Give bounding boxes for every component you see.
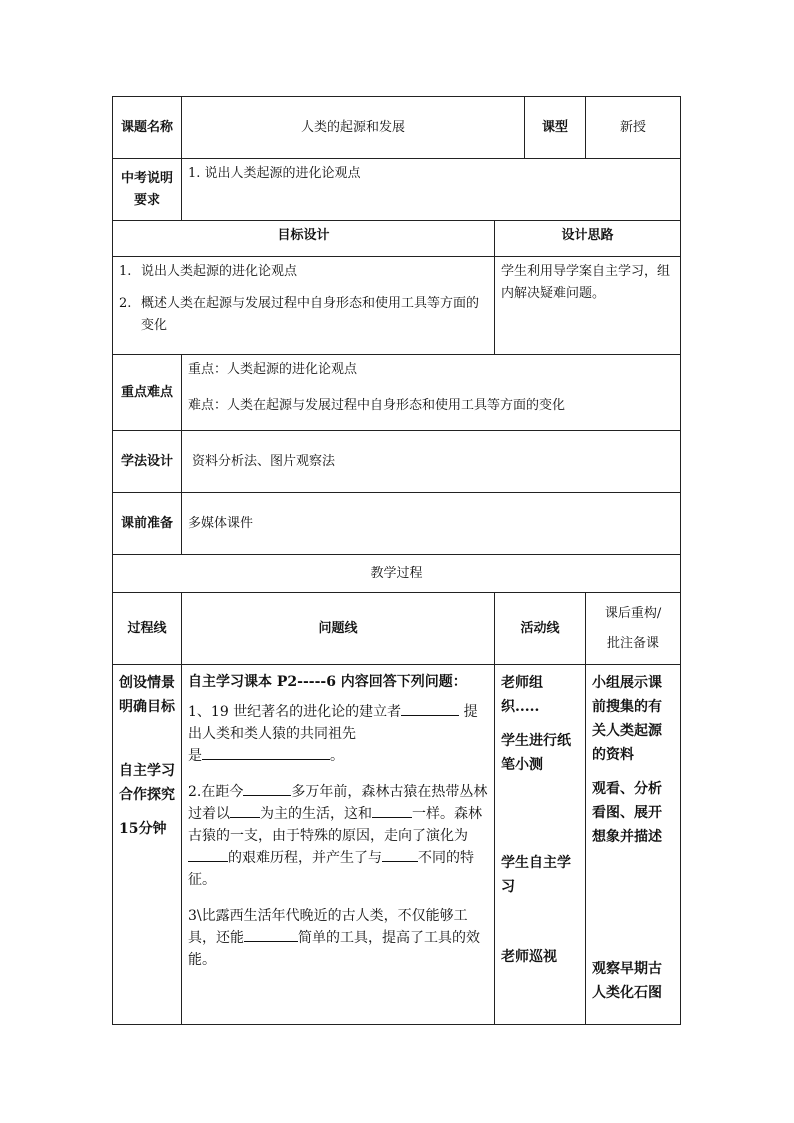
- type-value: 新授: [586, 97, 681, 159]
- goals-content-row: [113, 257, 681, 355]
- activity-cell: [495, 665, 586, 1025]
- blank: [230, 803, 260, 818]
- activity-4: 老师巡视: [501, 949, 557, 965]
- goals-list: [113, 257, 495, 355]
- keypoints-label: 重点难点: [113, 355, 182, 431]
- exam-text: 1. 说出人类起源的进化论观点: [182, 159, 681, 221]
- blank: [401, 701, 459, 716]
- design-text: 学生利用导学案自主学习，组内解决疑难问题。: [495, 257, 681, 355]
- col-activity: 活动线: [495, 593, 586, 665]
- process-body-row: [113, 665, 681, 1025]
- title-label: 课题名称: [113, 97, 182, 159]
- blank: [244, 927, 298, 942]
- key-point: 重点：人类起源的进化论观点: [188, 362, 358, 377]
- blank: [188, 847, 228, 862]
- exam-label: 中考说明要求: [113, 159, 182, 221]
- col-process: 过程线: [113, 593, 182, 665]
- process-header-row: [113, 593, 681, 665]
- col-question: 问题线: [182, 593, 495, 665]
- stage-2: 自主学习合作探究: [119, 763, 175, 803]
- method-row: [113, 431, 681, 493]
- note-2: 观看、分析看图、展开想象并描述: [592, 781, 663, 845]
- question-cell: [182, 665, 495, 1025]
- question-3: 3\比露西生活年代晚近的古人类，不仅能够工具，还能 简单的工具，提高了工具的效能。: [188, 908, 480, 968]
- method-label: 学法设计: [113, 431, 182, 493]
- prep-row: [113, 493, 681, 555]
- blank: [243, 781, 291, 796]
- question-heading: 自主学习课本 P2-----6 内容回答下列问题：: [188, 674, 467, 690]
- lesson-plan-table: [112, 96, 681, 1025]
- activity-3: 学生自主学习: [501, 855, 571, 895]
- blank: [372, 803, 412, 818]
- prep-text: 多媒体课件: [182, 493, 681, 555]
- goal-item: 2. 概述人类在起源与发展过程中自身形态和使用工具等方面的变化: [119, 296, 480, 333]
- process-stage-cell: [113, 665, 182, 1025]
- keypoints-content: [182, 355, 681, 431]
- goals-right-header: 设计思路: [495, 221, 681, 257]
- title-row: [113, 97, 681, 159]
- goals-left-header: 目标设计: [113, 221, 495, 257]
- goals-header-row: [113, 221, 681, 257]
- process-title: 教学过程: [113, 555, 681, 593]
- title-value: 人类的起源和发展: [182, 97, 525, 159]
- type-label: 课型: [525, 97, 586, 159]
- blank: [202, 745, 330, 760]
- prep-label: 课前准备: [113, 493, 182, 555]
- note-1: 小组展示课前搜集的有关人类起源的资料: [592, 675, 663, 763]
- notes-cell: [586, 665, 681, 1025]
- method-text: 资料分析法、图片观察法: [182, 431, 681, 493]
- goal-item: 1. 说出人类起源的进化论观点: [119, 264, 298, 279]
- activity-1: 老师组织.....: [501, 675, 543, 715]
- activity-2: 学生进行纸笔小测: [501, 733, 571, 773]
- keypoints-row: [113, 355, 681, 431]
- blank: [382, 847, 418, 862]
- question-1: 1、19 世纪著名的进化论的建立者 提出人类和类人猿的共同祖先 是 。: [188, 701, 488, 767]
- stage-time: 15分钟: [119, 821, 167, 837]
- process-title-row: [113, 555, 681, 593]
- stage-1: 创设情景明确目标: [119, 675, 175, 715]
- difficult-point: 难点：人类在起源与发展过程中自身形态和使用工具等方面的变化: [188, 398, 566, 413]
- question-2: 2.在距今 多万年前，森林古猿在热带丛林过着以 为主的生活，这和 一样。森林古猿的一支，由于特殊的原因，走向了演化为的艰难历程，并产生了与 不同的特征。: [188, 781, 488, 891]
- exam-row: [113, 159, 681, 221]
- col-notes: 课后重构/ 批注备课: [586, 593, 681, 665]
- note-3: 观察早期古人类化石图: [592, 961, 663, 1001]
